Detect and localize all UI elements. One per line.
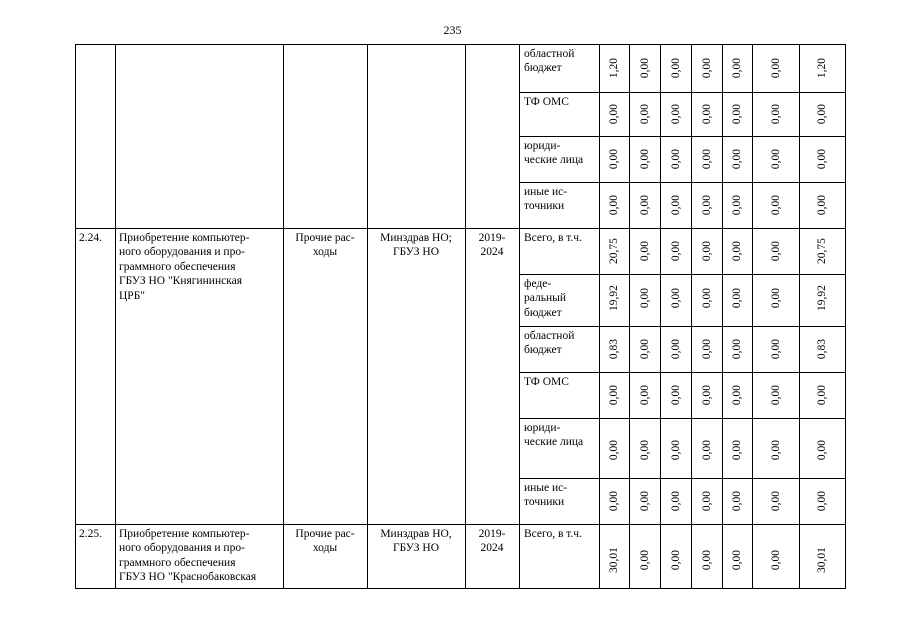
expense-type: Прочие рас- ходы xyxy=(295,528,355,555)
funding-source: иные ис- точники xyxy=(524,186,568,213)
year-value: 0,00 xyxy=(769,549,782,571)
column-border xyxy=(465,44,466,589)
year-value: 0,00 xyxy=(731,194,743,216)
column-border xyxy=(691,44,692,589)
year-value: 0,00 xyxy=(731,549,743,571)
column-border xyxy=(599,44,600,589)
year-value: 19,92 xyxy=(608,285,620,311)
year-value: 0,00 xyxy=(638,384,651,406)
row-border xyxy=(519,478,846,479)
funding-source: ТФ ОМС xyxy=(524,376,569,388)
expense-type: Прочие рас- ходы xyxy=(295,232,355,259)
year-value: 0,00 xyxy=(638,338,651,360)
executor: Минздрав НО; ГБУЗ НО xyxy=(380,232,452,259)
total-value: 0,00 xyxy=(816,148,828,170)
funding-source: областной бюджет xyxy=(524,48,575,75)
year-value: 0,00 xyxy=(669,103,682,125)
year-value: 0,00 xyxy=(608,490,620,512)
row-border xyxy=(519,182,846,183)
column-border xyxy=(752,44,753,589)
funding-source: юриди- ческие лица xyxy=(524,140,584,167)
year-value: 0,00 xyxy=(638,57,651,79)
total-value: 20,75 xyxy=(816,238,828,264)
column-border xyxy=(799,44,800,589)
total-value: 1,20 xyxy=(816,57,828,79)
year-value: 0,00 xyxy=(731,338,743,360)
row-number: 2.25. xyxy=(79,528,102,540)
funding-source: Всего, в т.ч. xyxy=(524,528,582,540)
total-value: 0,83 xyxy=(816,338,828,360)
row-border xyxy=(519,372,846,373)
year-value: 0,00 xyxy=(638,439,651,461)
year-value: 0,00 xyxy=(700,148,713,170)
year-value: 0,00 xyxy=(669,194,682,216)
funding-source: иные ис- точники xyxy=(524,482,568,509)
year-value: 0,00 xyxy=(731,240,743,262)
year-value: 0,00 xyxy=(769,384,782,406)
year-value: 0,00 xyxy=(669,490,682,512)
year-value: 0,00 xyxy=(608,439,620,461)
year-value: 0,00 xyxy=(769,103,782,125)
period: 2019- 2024 xyxy=(478,528,506,555)
total-value: 0,00 xyxy=(816,384,828,406)
year-value: 0,00 xyxy=(638,103,651,125)
year-value: 0,00 xyxy=(700,549,713,571)
year-value: 0,00 xyxy=(731,384,743,406)
row-border xyxy=(519,136,846,137)
measure-name: Приобретение компьютер- ного оборудования и про- граммного обеспечения ГБУЗ НО "Княгининская ЦРБ" xyxy=(119,232,250,302)
year-value: 0,00 xyxy=(638,490,651,512)
executor: Минздрав НО, ГБУЗ НО xyxy=(380,528,452,555)
year-value: 0,00 xyxy=(700,490,713,512)
column-border xyxy=(660,44,661,589)
year-value: 0,00 xyxy=(669,287,682,309)
year-value: 0,00 xyxy=(700,439,713,461)
year-value: 0,00 xyxy=(731,490,743,512)
column-border xyxy=(845,44,846,589)
column-border xyxy=(367,44,368,589)
row-border xyxy=(75,588,846,589)
year-value: 0,00 xyxy=(731,287,743,309)
row-border xyxy=(75,44,846,45)
column-border xyxy=(283,44,284,589)
total-value: 0,00 xyxy=(816,194,828,216)
total-value: 19,92 xyxy=(816,285,828,311)
year-value: 0,00 xyxy=(638,240,651,262)
year-value: 0,00 xyxy=(608,148,620,170)
year-value: 0,00 xyxy=(769,287,782,309)
total-value: 0,00 xyxy=(816,490,828,512)
year-value: 0,00 xyxy=(608,384,620,406)
year-value: 0,00 xyxy=(638,148,651,170)
funding-source: областной бюджет xyxy=(524,330,575,357)
year-value: 0,00 xyxy=(669,240,682,262)
year-value: 0,00 xyxy=(731,148,743,170)
year-value: 0,00 xyxy=(700,287,713,309)
page-number: 235 xyxy=(443,23,462,37)
year-value: 0,83 xyxy=(608,338,620,360)
row-border xyxy=(519,418,846,419)
row-border xyxy=(519,326,846,327)
year-value: 1,20 xyxy=(608,57,620,79)
row-border xyxy=(519,92,846,93)
year-value: 0,00 xyxy=(769,148,782,170)
year-value: 0,00 xyxy=(700,338,713,360)
funding-source: Всего, в т.ч. xyxy=(524,232,582,244)
year-value: 0,00 xyxy=(769,490,782,512)
year-value: 0,00 xyxy=(608,103,620,125)
year-value: 0,00 xyxy=(769,338,782,360)
measure-name: Приобретение компьютер- ного оборудования и про- граммного обеспечения ГБУЗ НО "Краснобаковская xyxy=(119,528,257,584)
year-value: 0,00 xyxy=(638,549,651,571)
year-value: 0,00 xyxy=(638,194,651,216)
year-value: 0,00 xyxy=(731,439,743,461)
year-value: 0,00 xyxy=(669,384,682,406)
year-value: 0,00 xyxy=(669,148,682,170)
column-border xyxy=(75,44,76,589)
year-value: 0,00 xyxy=(769,57,782,79)
year-value: 0,00 xyxy=(669,549,682,571)
year-value: 0,00 xyxy=(731,57,743,79)
year-value: 0,00 xyxy=(700,57,713,79)
year-value: 0,00 xyxy=(769,439,782,461)
column-border xyxy=(629,44,630,589)
year-value: 0,00 xyxy=(608,194,620,216)
total-value: 30,01 xyxy=(816,547,828,573)
period: 2019- 2024 xyxy=(478,232,506,259)
row-border xyxy=(75,524,846,525)
year-value: 0,00 xyxy=(769,194,782,216)
year-value: 0,00 xyxy=(700,103,713,125)
year-value: 0,00 xyxy=(769,240,782,262)
funding-source: ТФ ОМС xyxy=(524,96,569,108)
row-border xyxy=(75,228,846,229)
year-value: 0,00 xyxy=(669,439,682,461)
year-value: 0,00 xyxy=(700,384,713,406)
year-value: 0,00 xyxy=(700,240,713,262)
row-border xyxy=(519,274,846,275)
column-border xyxy=(115,44,116,589)
funding-source: феде- ральный бюджет xyxy=(524,278,566,319)
row-number: 2.24. xyxy=(79,232,102,244)
year-value: 0,00 xyxy=(638,287,651,309)
year-value: 0,00 xyxy=(669,57,682,79)
column-border xyxy=(519,44,520,589)
year-value: 0,00 xyxy=(731,103,743,125)
total-value: 0,00 xyxy=(816,439,828,461)
column-border xyxy=(722,44,723,589)
year-value: 30,01 xyxy=(608,547,620,573)
year-value: 20,75 xyxy=(608,238,620,264)
funding-source: юриди- ческие лица xyxy=(524,422,584,449)
year-value: 0,00 xyxy=(669,338,682,360)
year-value: 0,00 xyxy=(700,194,713,216)
total-value: 0,00 xyxy=(816,103,828,125)
